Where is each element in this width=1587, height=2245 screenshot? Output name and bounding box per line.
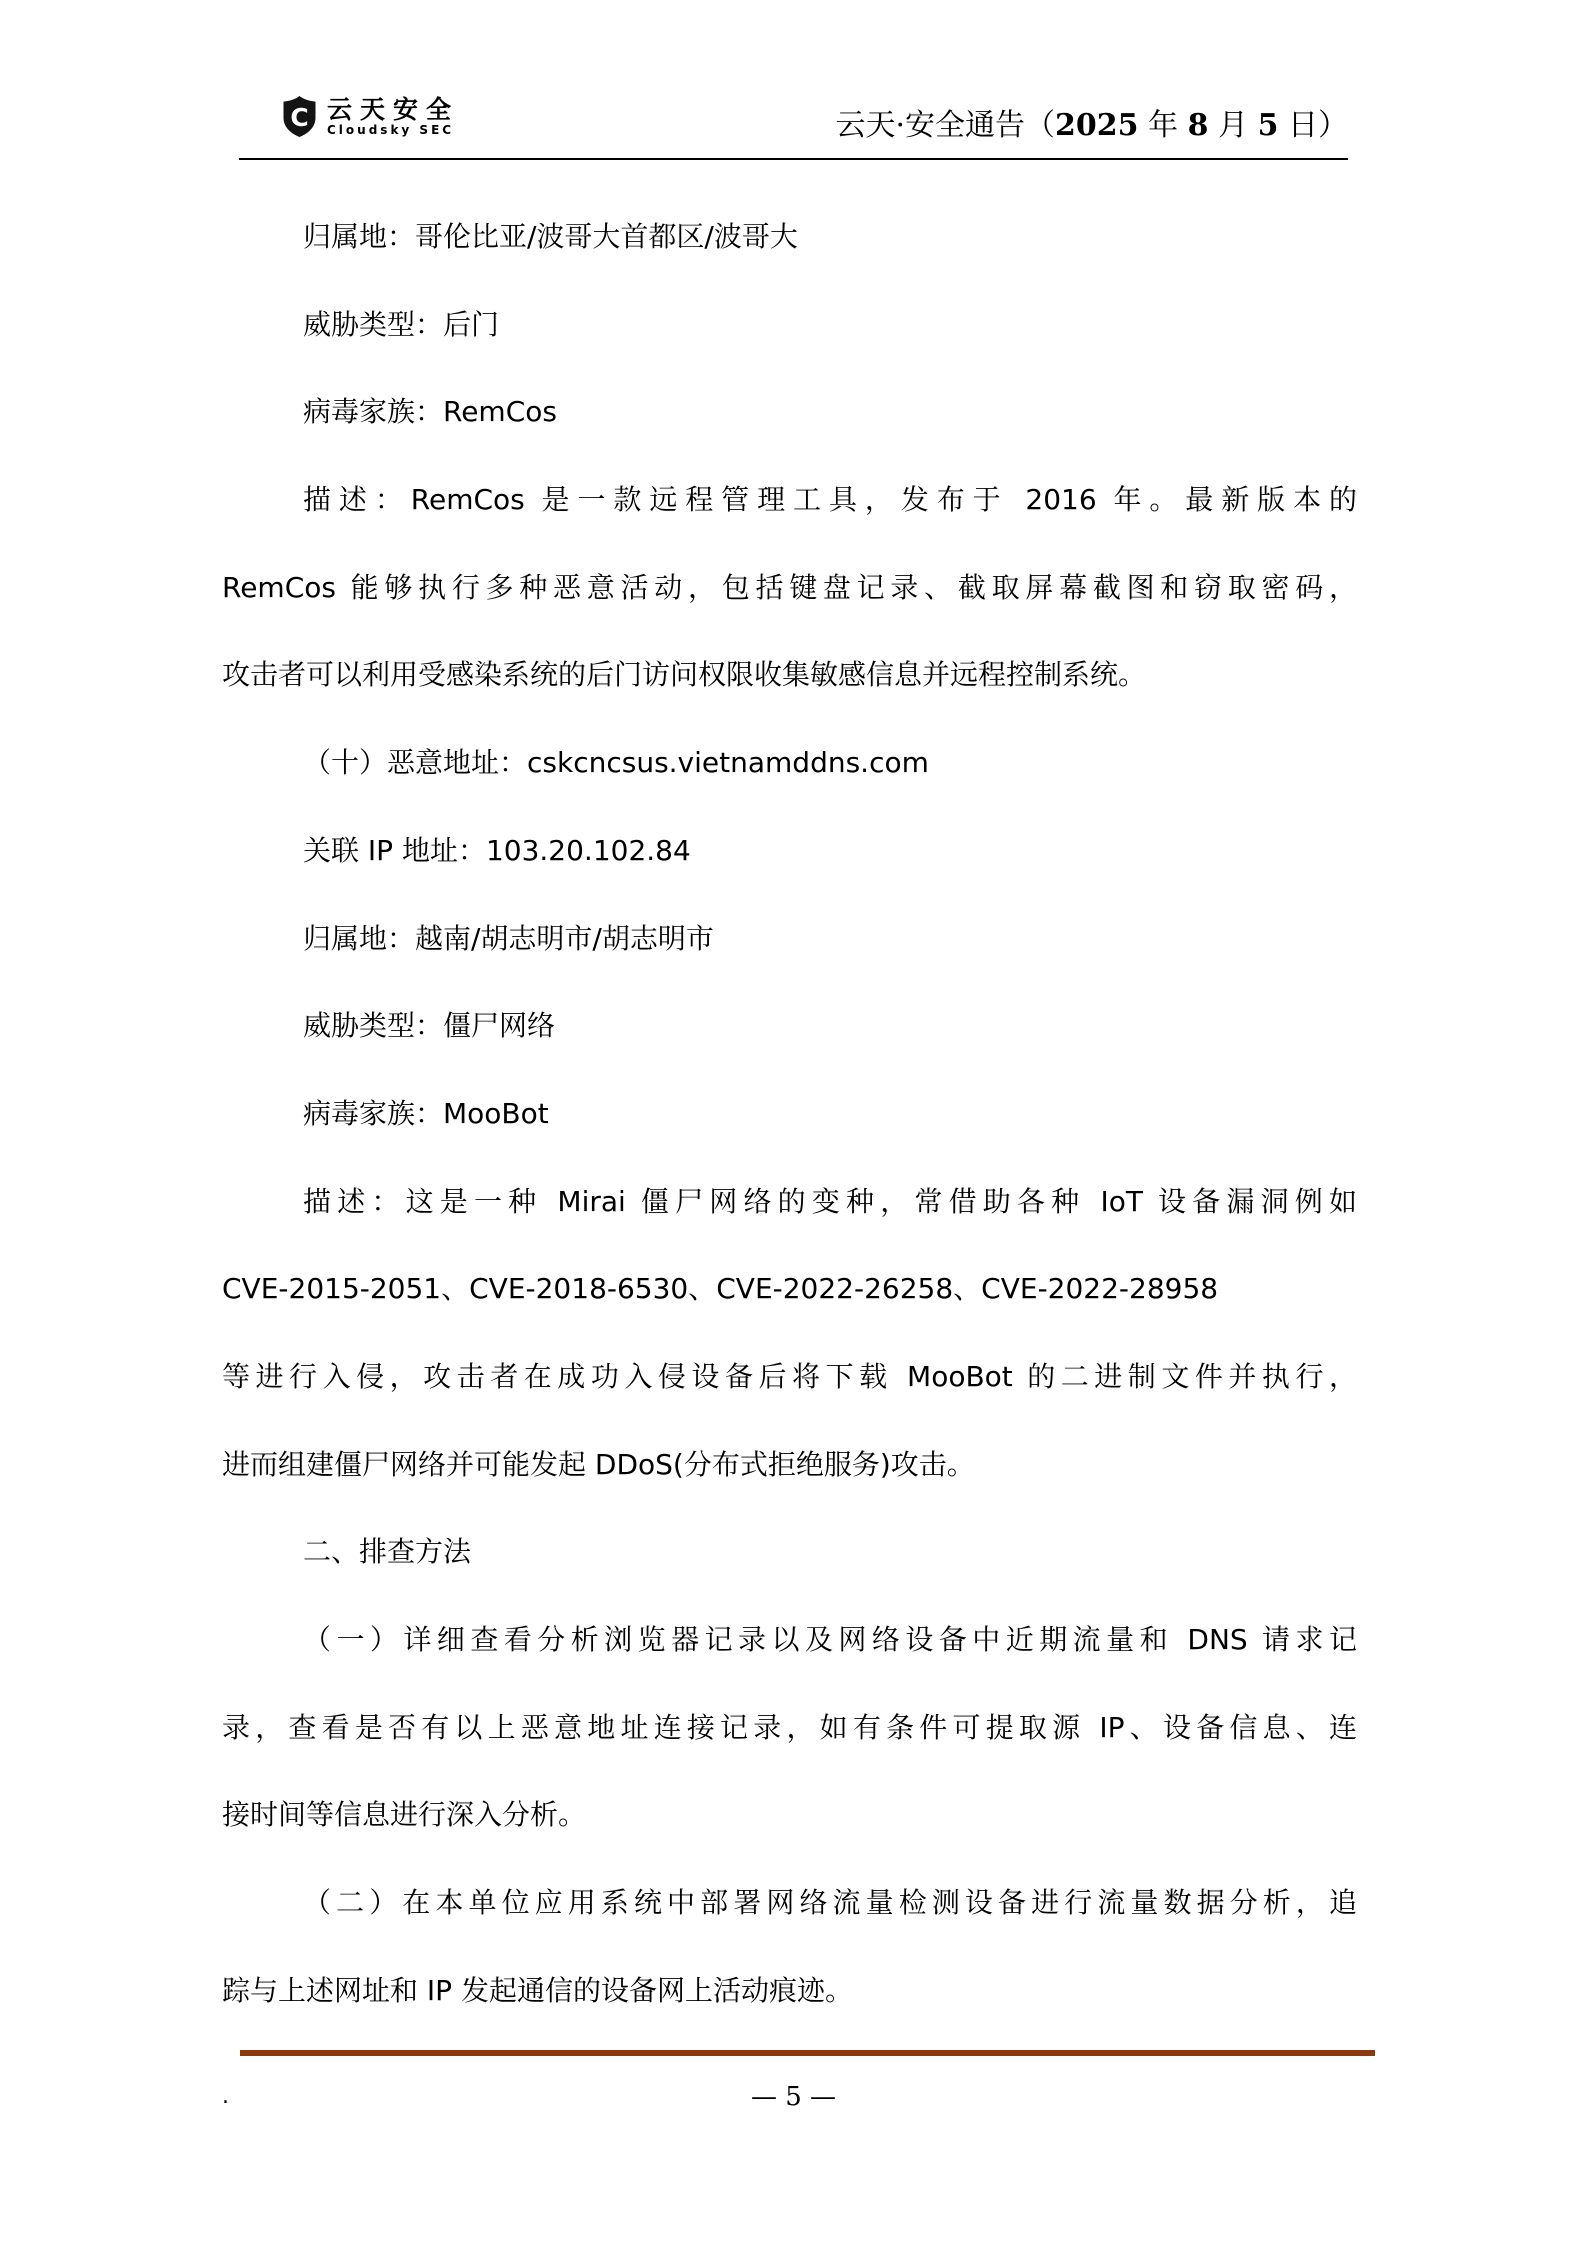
footer-divider <box>240 2050 1375 2056</box>
brand-name-cn: 云天安全 <box>327 95 460 124</box>
title-suffix: 日） <box>1278 108 1348 143</box>
text-line: 关联 IP 地址：103.20.102.84 <box>303 833 691 867</box>
title-day: 5 <box>1257 108 1279 143</box>
title-unit-year: 年 <box>1138 108 1188 143</box>
text-line: 录，查看是否有以上恶意地址连接记录，如有条件可提取源 IP、设备信息、连 <box>222 1710 1357 1744</box>
title-prefix: 云天·安全通告（ <box>835 108 1056 143</box>
text-line: RemCos 能够执行多种恶意活动，包括键盘记录、截取屏幕截图和窃取密码， <box>222 570 1357 604</box>
title-year: 2025 <box>1055 108 1139 143</box>
text-line: 病毒家族：MooBot <box>303 1096 549 1130</box>
footer-left-mark: . <box>222 2084 229 2109</box>
text-line: 归属地：哥伦比亚/波哥大首都区/波哥大 <box>303 220 798 253</box>
page-number: — 5 — <box>750 2082 837 2112</box>
text-line: 等进行入侵，攻击者在成功入侵设备后将下载 MooBot 的二进制文件并执行， <box>222 1359 1357 1393</box>
text-line: （十）恶意地址：cskcncsus.vietnamddns.com <box>303 746 929 780</box>
cloudsky-logo <box>283 96 459 141</box>
brand-name-en: Cloudsky SEC <box>327 123 455 137</box>
header-divider <box>239 158 1348 160</box>
text-line: 威胁类型：后门 <box>303 307 500 341</box>
text-line: 描述：这是一种 Mirai 僵尸网络的变种，常借助各种 IoT 设备漏洞例如 <box>303 1184 1357 1218</box>
text-line: 病毒家族：RemCos <box>303 395 557 429</box>
text-line: CVE-2015-2051、CVE-2018-6530、CVE-2022-26258、CVE-2022-28958 <box>222 1272 1219 1306</box>
text-line: 踪与上述网址和 IP 发起通信的设备网上活动痕迹。 <box>222 1973 853 2007</box>
text-line: 威胁类型：僵尸网络 <box>303 1009 556 1043</box>
text-line: 接时间等信息进行深入分析。 <box>222 1798 587 1832</box>
text-line: （二）在本单位应用系统中部署网络流量检测设备进行流量数据分析，追 <box>303 1886 1357 1920</box>
text-line: （一）详细查看分析浏览器记录以及网络设备中近期流量和 DNS 请求记 <box>303 1623 1357 1656</box>
title-month: 8 <box>1187 108 1209 143</box>
text-line: 描述：RemCos 是一款远程管理工具，发布于 2016 年。最新版本的 <box>303 483 1357 517</box>
shield-letter: C <box>290 103 309 132</box>
text-line: 归属地：越南/胡志明市/胡志明市 <box>303 921 714 955</box>
logo-text-block <box>327 96 459 137</box>
document-body <box>222 193 1357 2034</box>
page-title <box>836 109 1349 143</box>
text-line: 进而组建僵尸网络并可能发起 DDoS(分布式拒绝服务)攻击。 <box>222 1447 975 1481</box>
title-unit-month: 月 <box>1208 108 1258 143</box>
text-line: 攻击者可以利用受感染系统的后门访问权限收集敏感信息并远程控制系统。 <box>222 658 1147 692</box>
text-line: 二、排查方法 <box>303 1535 472 1569</box>
shield-logo-icon <box>283 96 316 141</box>
